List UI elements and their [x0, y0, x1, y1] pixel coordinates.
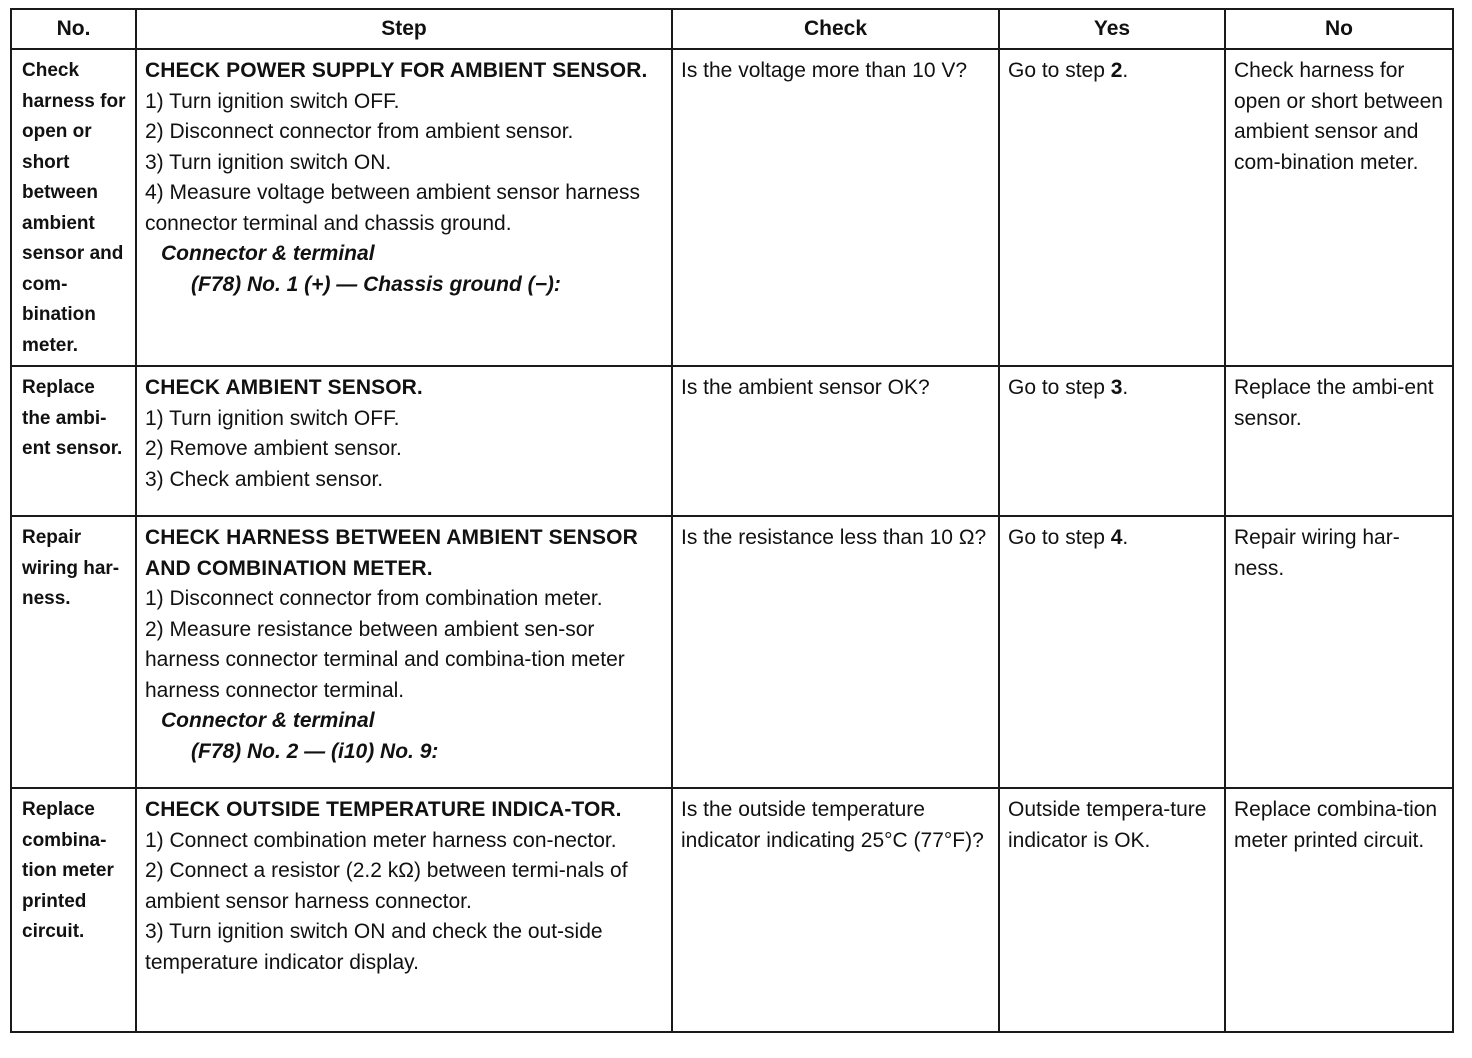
- no-cell: Check harness for open or short between ambient sensor and com-bination meter.: [1225, 49, 1453, 366]
- yes-prefix: Go to step: [1008, 376, 1111, 399]
- step-instruction: 1) Turn ignition switch OFF.: [145, 89, 400, 113]
- troubleshooting-table: [10, 8, 1454, 1033]
- yes-cell: Outside tempera-ture indicator is OK.: [999, 788, 1225, 1032]
- header-no: No.: [11, 9, 136, 49]
- connector-value: (F78) No. 2 — (i10) No. 9:: [191, 739, 439, 763]
- no-cell: Repair wiring har-ness.: [1225, 516, 1453, 788]
- step-instruction: 2) Disconnect connector from ambient sensor.: [145, 120, 574, 143]
- table-row: [11, 49, 1453, 366]
- check-cell: Is the ambient sensor OK?: [672, 366, 999, 516]
- yes-cell: [999, 366, 1225, 516]
- step-title: CHECK POWER SUPPLY FOR AMBIENT SENSOR.: [145, 59, 648, 82]
- connector-label: Connector & terminal: [161, 242, 375, 265]
- row-number: Replace combina-tion meter printed circuit.: [11, 788, 136, 1032]
- connector-label: Connector & terminal: [161, 709, 375, 732]
- header-no-result: No: [1225, 9, 1453, 49]
- check-cell: Is the resistance less than 10 Ω?: [672, 516, 999, 788]
- yes-step-number: 4: [1110, 526, 1123, 549]
- header-yes: Yes: [999, 9, 1225, 49]
- step-cell: [136, 516, 672, 788]
- step-title: CHECK OUTSIDE TEMPERATURE INDICA-TOR.: [145, 798, 622, 821]
- yes-cell: [999, 516, 1225, 788]
- yes-prefix: Go to step: [1008, 59, 1111, 82]
- step-instruction: 3) Turn ignition switch ON and check the out-side temperature indicator display.: [145, 920, 603, 974]
- row-number: Check harness for open or short between ambient sensor and com-bination meter.: [11, 49, 136, 366]
- troubleshooting-table-container: [10, 8, 1452, 1033]
- step-cell: [136, 788, 672, 1032]
- yes-suffix: .: [1122, 59, 1129, 82]
- header-step: Step: [136, 9, 672, 49]
- yes-step-number: 2: [1110, 59, 1123, 82]
- check-cell: Is the voltage more than 10 V?: [672, 49, 999, 366]
- step-instruction: 1) Connect combination meter harness con-nector.: [145, 828, 617, 852]
- connector-value: (F78) No. 1 (+) — Chassis ground (−):: [191, 272, 561, 296]
- yes-suffix: .: [1122, 376, 1129, 399]
- yes-step-number: 3: [1110, 376, 1123, 399]
- step-title: CHECK AMBIENT SENSOR.: [145, 376, 423, 399]
- yes-prefix: Go to step: [1008, 526, 1111, 549]
- step-cell: [136, 366, 672, 516]
- row-number: Replace the ambi-ent sensor.: [11, 366, 136, 516]
- step-instruction: 1) Disconnect connector from combination meter.: [145, 587, 603, 610]
- table-row: [11, 788, 1453, 1032]
- step-cell: [136, 49, 672, 366]
- step-instruction: 1) Turn ignition switch OFF.: [145, 406, 400, 430]
- step-instruction: 3) Turn ignition switch ON.: [145, 150, 392, 174]
- check-cell: Is the outside temperature indicator indicating 25°C (77°F)?: [672, 788, 999, 1032]
- step-instruction: 3) Check ambient sensor.: [145, 467, 384, 491]
- step-instruction: 2) Connect a resistor (2.2 kΩ) between termi-nals of ambient sensor harness connector.: [145, 859, 628, 913]
- table-header-row: [11, 9, 1453, 49]
- step-instruction: 4) Measure voltage between ambient sensor harness connector terminal and chassis ground.: [145, 181, 640, 235]
- table-row: [11, 366, 1453, 516]
- step-instruction: 2) Measure resistance between ambient sen-sor harness connector terminal and combina-tion meter harness connector terminal.: [145, 617, 625, 702]
- yes-suffix: .: [1122, 526, 1129, 549]
- step-instruction: 2) Remove ambient sensor.: [145, 437, 402, 460]
- row-number: Repair wiring har-ness.: [11, 516, 136, 788]
- no-cell: Replace combina-tion meter printed circuit.: [1225, 788, 1453, 1032]
- header-check: Check: [672, 9, 999, 49]
- yes-cell: [999, 49, 1225, 366]
- no-cell: Replace the ambi-ent sensor.: [1225, 366, 1453, 516]
- step-title: CHECK HARNESS BETWEEN AMBIENT SENSOR AND COMBINATION METER.: [145, 526, 638, 580]
- table-row: [11, 516, 1453, 788]
